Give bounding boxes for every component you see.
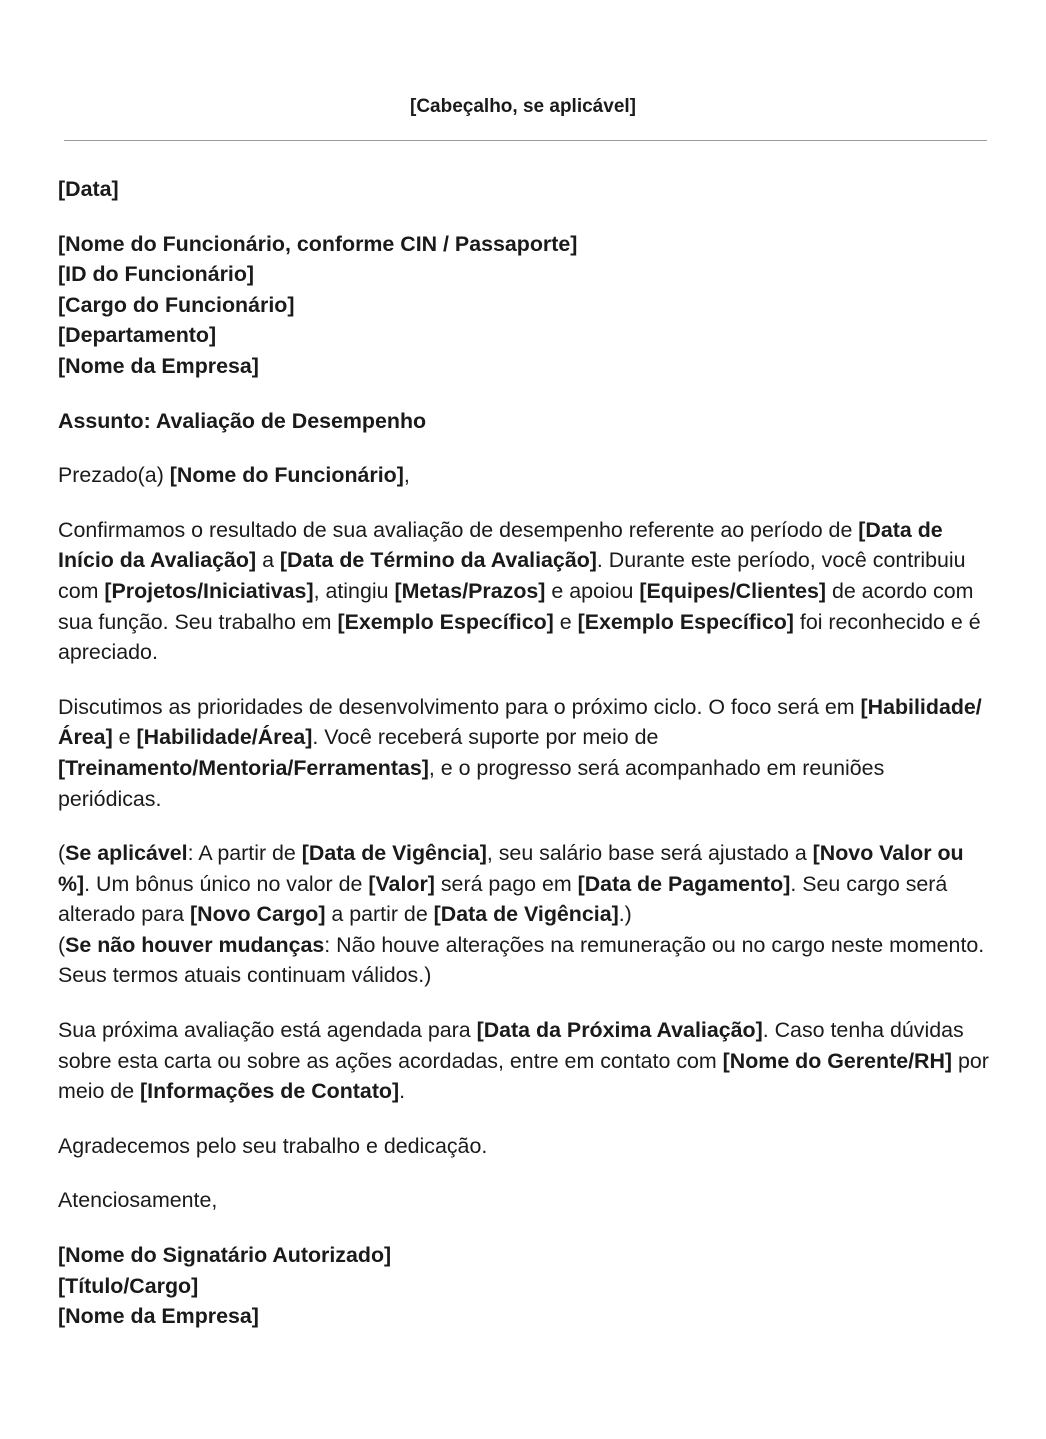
body-text: e [112, 725, 137, 750]
placeholder-text: [Projetos/Iniciativas] [104, 578, 314, 603]
body-text: : Não houve alterações na remuneração ou no cargo neste momento. Seus termos atuais continuam válidos.) [58, 932, 985, 988]
recipient-block [58, 229, 993, 382]
body-text: . Um bônus único no valor de [84, 871, 369, 896]
placeholder-text: [ID do Funcionário] [58, 262, 255, 287]
body-text: Agradecemos pelo seu trabalho e dedicação. [58, 1133, 488, 1158]
body-text: e [553, 609, 578, 634]
body-text: a [256, 548, 280, 573]
placeholder-text: [Data de Vigência] [301, 841, 487, 866]
body-text: Atenciosamente, [58, 1188, 218, 1213]
date [58, 174, 993, 205]
placeholder-text: [Treinamento/Mentoria/Ferramentas] [58, 755, 429, 780]
subject [58, 406, 993, 437]
body-text: . Seu cargo será alterado para [58, 871, 948, 927]
placeholder-text: [Data de Término da Avaliação] [279, 548, 597, 573]
body-text: ( [58, 841, 66, 866]
placeholder-text: Se aplicável [65, 841, 188, 866]
thanks [58, 1131, 993, 1162]
placeholder-text: [Novo Cargo] [190, 902, 326, 927]
body-text: . [399, 1079, 406, 1104]
body-text: Prezado(a) [58, 463, 170, 488]
placeholder-text: [Data de Vigência] [433, 902, 619, 927]
placeholder-text: [Cargo do Funcionário] [58, 292, 295, 317]
placeholder-text: [Valor] [368, 871, 435, 896]
body-text: , atingiu [313, 578, 395, 603]
placeholder-text: [Data] [58, 177, 119, 201]
placeholder-text: [Nome da Empresa] [58, 353, 259, 378]
body-text: por meio de [58, 1048, 989, 1104]
signature-block [58, 1240, 993, 1332]
body-text: .) [618, 902, 632, 927]
paragraph-development [58, 692, 993, 814]
body-text: Confirmamos o resultado de sua avaliação de desempenho referente ao período de [58, 517, 859, 542]
paragraph-next-review [58, 1015, 993, 1107]
placeholder-text: [Informações de Contato] [140, 1079, 400, 1104]
placeholder-text: [Habilidade/Área] [58, 694, 982, 750]
placeholder-text: [Data de Pagamento] [577, 871, 791, 896]
placeholder-text: Se não houver mudanças [65, 932, 325, 957]
body-text: e apoiou [545, 578, 640, 603]
closing [58, 1185, 993, 1216]
letter-header: [Cabeçalho, se aplicável] [410, 96, 636, 117]
paragraph-results [58, 515, 993, 668]
body-text: , e o progresso será acompanhado em reuniões periódicas. [58, 755, 885, 811]
placeholder-text: [Novo Valor ou %] [58, 841, 964, 896]
placeholder-text: [Equipes/Clientes] [639, 578, 826, 603]
salutation [58, 460, 993, 491]
body-text: , seu salário base será ajustado a [486, 841, 813, 866]
placeholder-text: [Data da Próxima Avaliação] [476, 1018, 763, 1043]
placeholder-text: [Nome do Signatário Autorizado] [58, 1243, 392, 1268]
body-text: , [403, 463, 410, 488]
placeholder-text: [Metas/Prazos] [394, 578, 546, 603]
placeholder-text: [Exemplo Específico] [337, 609, 554, 634]
body-text: de acordo com sua função. Seu trabalho em [58, 578, 974, 634]
placeholder-text: [Data de Início da Avaliação] [58, 517, 943, 573]
placeholder-text: [Departamento] [58, 323, 217, 348]
body-text: : A partir de [187, 841, 302, 866]
body-text: . Durante este período, você contribuiu com [58, 548, 966, 603]
placeholder-text: [Exemplo Específico] [577, 609, 794, 634]
placeholder-text: [Nome do Funcionário, conforme CIN / Passaporte] [58, 231, 578, 256]
body-text: Discutimos as prioridades de desenvolvimento para o próximo ciclo. O foco será em [58, 694, 861, 719]
header-divider [64, 140, 987, 141]
placeholder-text: [Habilidade/Área] [136, 725, 313, 750]
body-text: Sua próxima avaliação está agendada para [58, 1018, 477, 1043]
body-text: . Caso tenha dúvidas sobre esta carta ou sobre as ações acordadas, entre em contato com [58, 1018, 964, 1073]
placeholder-text: Assunto: Avaliação de Desempenho [58, 408, 427, 433]
placeholder-text: [Nome do Funcionário] [169, 463, 404, 488]
body-text: foi reconhecido e é apreciado. [58, 609, 981, 665]
body-text: a partir de [325, 902, 434, 927]
letter-body [58, 174, 993, 1356]
paragraph-compensation [58, 838, 993, 991]
body-text: . Você receberá suporte por meio de [312, 725, 659, 750]
placeholder-text: [Nome do Gerente/RH] [722, 1048, 953, 1073]
body-text: será pago em [434, 871, 578, 896]
placeholder-text: [Título/Cargo] [58, 1273, 199, 1298]
placeholder-text: [Nome da Empresa] [58, 1304, 259, 1329]
body-text: ( [58, 932, 66, 957]
